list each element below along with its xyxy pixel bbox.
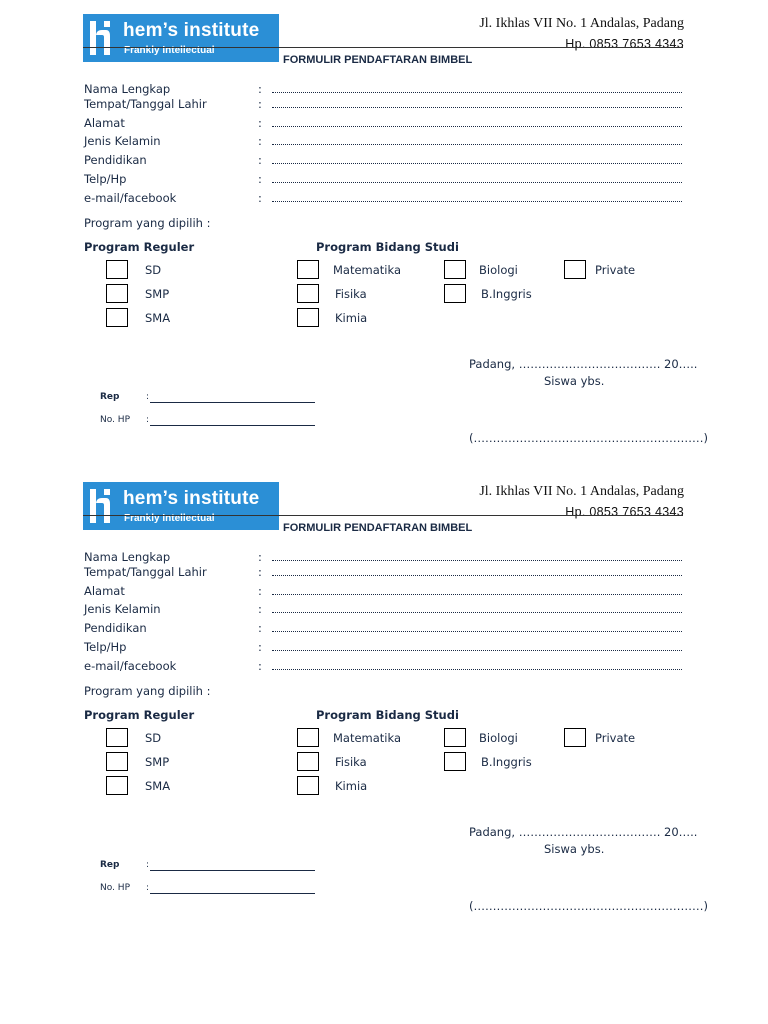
field-fill-line[interactable] [272,594,682,595]
nohp-label: No. HP [100,883,130,893]
option-label-kimia: Kimia [335,779,368,793]
field-colon: : [258,82,262,96]
program-prompt: Program yang dipilih : [84,684,211,698]
registration-form [0,0,768,470]
field-fill-line[interactable] [272,669,682,670]
field-colon: : [258,134,262,148]
logo-h-icon [87,486,115,526]
place-date: Padang, ………………………………. 20….. [469,825,698,839]
rep-label: Rep [100,392,120,402]
phone: Hp. 0853 7653 4343 [565,37,684,51]
bidang-heading: Program Bidang Studi [316,240,459,254]
field-colon: : [258,191,262,205]
checkbox-sma[interactable] [106,776,128,795]
field-colon: : [258,172,262,186]
address: Jl. Ikhlas VII No. 1 Andalas, Padang [479,484,684,499]
registration-form [0,468,768,938]
signature-line: (……………………………………………………) [469,431,708,445]
field-fill-line[interactable] [272,144,682,145]
field-colon: : [258,565,262,579]
form-title: FORMULIR PENDAFTARAN BIMBEL [283,522,473,534]
field-fill-line[interactable] [272,612,682,613]
field-fill-line[interactable] [272,575,682,576]
field-fill-line[interactable] [272,650,682,651]
field-colon: : [258,97,262,111]
field-fill-line[interactable] [272,163,682,164]
field-colon: : [258,621,262,635]
phone: Hp. 0853 7653 4343 [565,505,684,519]
field-fill-line[interactable] [272,560,682,561]
header-divider [83,47,683,48]
field-fill-line[interactable] [272,631,682,632]
field-label: Pendidikan [84,153,147,167]
field-label: Telp/Hp [84,172,127,186]
field-colon: : [258,640,262,654]
field-label: Pendidikan [84,621,147,635]
option-label-sd: SD [145,731,162,745]
field-colon: : [258,659,262,673]
field-label: Tempat/Tanggal Lahir [84,565,207,579]
field-fill-line[interactable] [272,107,682,108]
option-label-private: Private [595,263,636,277]
reguler-heading: Program Reguler [84,240,195,254]
checkbox-kimia[interactable] [297,308,319,327]
field-label: Alamat [84,584,125,598]
field-fill-line[interactable] [272,182,682,183]
nohp-input-line[interactable] [150,425,315,426]
rep-colon: : [146,392,150,402]
checkbox-kimia[interactable] [297,776,319,795]
program-prompt: Program yang dipilih : [84,216,211,230]
field-colon: : [258,602,262,616]
option-label-biologi: Biologi [479,263,518,277]
option-label-matematika: Matematika [333,263,402,277]
field-label: e-mail/facebook [84,659,177,673]
option-label-sma: SMA [145,779,171,793]
logo-brand: hem’s institute [123,20,260,41]
checkbox-sma[interactable] [106,308,128,327]
checkbox-biologi[interactable] [444,728,466,747]
checkbox-sd[interactable] [106,260,128,279]
option-label-private: Private [595,731,636,745]
rep-label: Rep [100,860,120,870]
field-label: e-mail/facebook [84,191,177,205]
institute-logo [83,482,279,530]
field-colon: : [258,584,262,598]
option-label-fisika: Fisika [335,287,367,301]
option-label-biologi: Biologi [479,731,518,745]
field-fill-line[interactable] [272,126,682,127]
checkbox-matematika[interactable] [297,260,319,279]
field-colon: : [258,153,262,167]
field-label: Nama Lengkap [84,82,171,96]
checkbox-private[interactable] [564,728,586,747]
rep-input-line[interactable] [150,402,315,403]
bidang-heading: Program Bidang Studi [316,708,459,722]
address: Jl. Ikhlas VII No. 1 Andalas, Padang [479,16,684,31]
option-label-sd: SD [145,263,162,277]
logo-brand: hem’s institute [123,488,260,509]
option-label-matematika: Matematika [333,731,402,745]
checkbox-binggris[interactable] [444,752,466,771]
option-label-smp: SMP [145,755,170,769]
option-label-binggris: B.Inggris [481,755,532,769]
institute-logo [83,14,279,62]
field-label: Jenis Kelamin [84,134,161,148]
field-label: Jenis Kelamin [84,602,161,616]
checkbox-private[interactable] [564,260,586,279]
option-label-smp: SMP [145,287,170,301]
rep-colon: : [146,860,150,870]
option-label-kimia: Kimia [335,311,368,325]
option-label-sma: SMA [145,311,171,325]
nohp-colon: : [146,883,150,893]
field-label: Tempat/Tanggal Lahir [84,97,207,111]
checkbox-smp[interactable] [106,284,128,303]
nohp-input-line[interactable] [150,893,315,894]
checkbox-biologi[interactable] [444,260,466,279]
field-label: Alamat [84,116,125,130]
checkbox-sd[interactable] [106,728,128,747]
field-fill-line[interactable] [272,201,682,202]
option-label-fisika: Fisika [335,755,367,769]
reguler-heading: Program Reguler [84,708,195,722]
logo-tagline: Frankly Intellectual [124,45,215,56]
place-date: Padang, ………………………………. 20….. [469,357,698,371]
nohp-label: No. HP [100,415,130,425]
signature-line: (……………………………………………………) [469,899,708,913]
signer-label: Siswa ybs. [544,842,605,856]
rep-input-line[interactable] [150,870,315,871]
checkbox-smp[interactable] [106,752,128,771]
header-divider [83,515,683,516]
field-fill-line[interactable] [272,92,682,93]
checkbox-binggris[interactable] [444,284,466,303]
option-label-binggris: B.Inggris [481,287,532,301]
form-title: FORMULIR PENDAFTARAN BIMBEL [283,54,473,66]
checkbox-fisika[interactable] [297,752,319,771]
field-colon: : [258,116,262,130]
field-label: Telp/Hp [84,640,127,654]
nohp-colon: : [146,415,150,425]
checkbox-matematika[interactable] [297,728,319,747]
checkbox-fisika[interactable] [297,284,319,303]
logo-tagline: Frankly Intellectual [124,513,215,524]
field-label: Nama Lengkap [84,550,171,564]
logo-h-icon [87,18,115,58]
signer-label: Siswa ybs. [544,374,605,388]
field-colon: : [258,550,262,564]
